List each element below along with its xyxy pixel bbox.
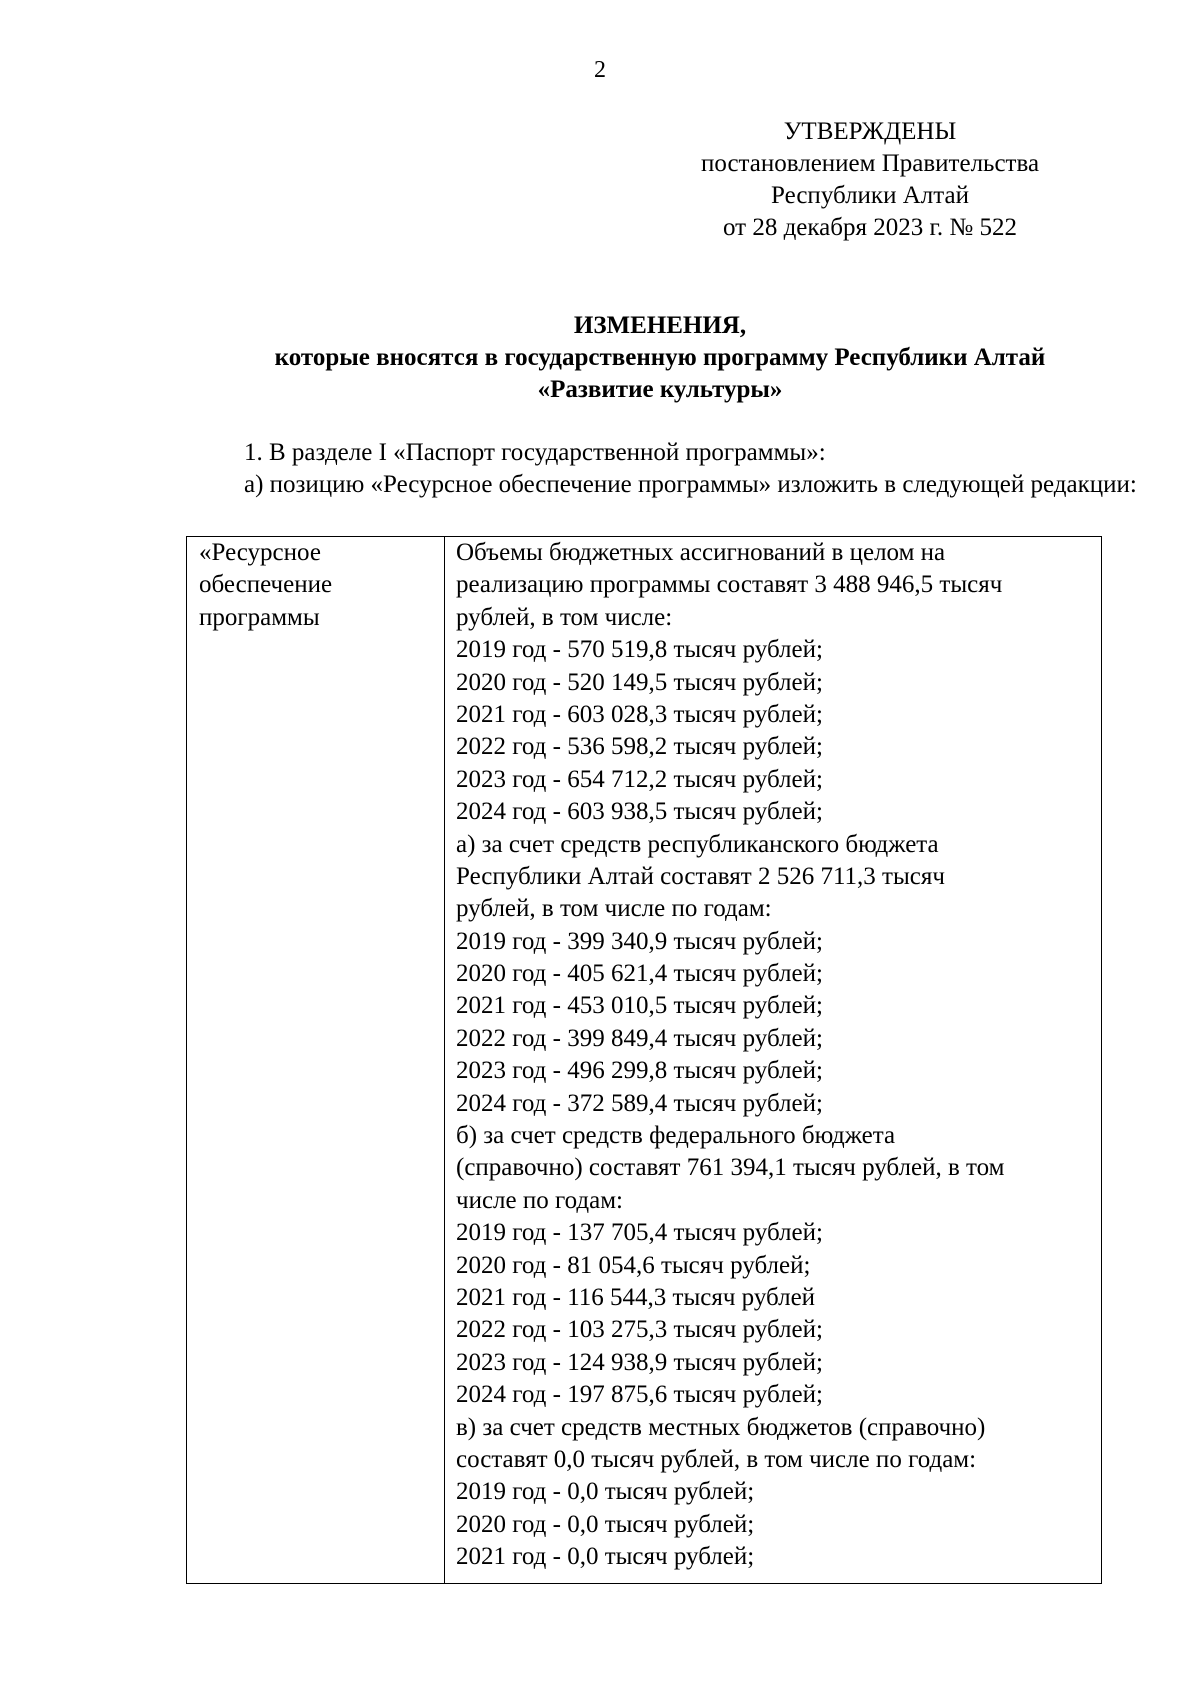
table-content-line: 2020 год - 520 149,5 тысяч рублей; [456, 668, 823, 696]
table-content-line: 2019 год - 570 519,8 тысяч рублей; [456, 636, 823, 664]
document-title [200, 310, 1120, 406]
table-content-line: Объемы бюджетных ассигнований в целом на [456, 539, 946, 566]
table-content-line: (справочно) составят 761 394,1 тысяч рублей, в том [456, 1154, 1005, 1182]
page-number: 2 [594, 57, 606, 83]
table-content-line: б) за счет средств федерального бюджета [456, 1122, 896, 1150]
table-content-line: 2019 год - 0,0 тысяч рублей; [456, 1478, 755, 1506]
table-content-line: 2021 год - 453 010,5 тысяч рублей; [456, 992, 823, 1020]
table-cell-label [199, 537, 439, 634]
table-content-line: 2022 год - 103 275,3 тысяч рублей; [456, 1316, 823, 1344]
table-column-divider [444, 537, 445, 1583]
table-content-line: 2021 год - 116 544,3 тысяч рублей [456, 1283, 816, 1311]
table-content-line: 2024 год - 197 875,6 тысяч рублей; [456, 1381, 823, 1409]
table-content-line: 2022 год - 399 849,4 тысяч рублей; [456, 1024, 823, 1052]
table-content-line: а) за счет средств республиканского бюджета [456, 830, 939, 858]
approval-line: постановлением Правительства [700, 150, 1040, 177]
approval-block [660, 116, 1080, 244]
title-heading: ИЗМЕНЕНИЯ, [573, 312, 747, 339]
table-content-line: 2019 год - 399 340,9 тысяч рублей; [456, 927, 823, 955]
table-content-line: 2023 год - 124 938,9 тысяч рублей; [456, 1348, 823, 1376]
table-content-line: 2020 год - 81 054,6 тысяч рублей; [456, 1251, 811, 1279]
table-content-line: 2020 год - 0,0 тысяч рублей; [456, 1510, 755, 1538]
table-content-line: 2024 год - 372 589,4 тысяч рублей; [456, 1089, 823, 1117]
table-content-line: рублей, в том числе: [456, 603, 673, 631]
resource-table [186, 536, 1102, 1584]
approval-date: от 28 декабря 2023 г. № 522 [722, 214, 1018, 241]
approval-heading: УТВЕРЖДЕНЫ [783, 118, 957, 145]
table-content-line: реализацию программы составят 3 488 946,5 тысяч [456, 571, 1003, 599]
table-content-line: 2022 год - 536 598,2 тысяч рублей; [456, 733, 823, 761]
table-label-line: программы [199, 603, 320, 631]
table-content-line: 2021 год - 603 028,3 тысяч рублей; [456, 700, 823, 728]
approval-line: Республики Алтай [771, 182, 969, 209]
table-content-line: в) за счет средств местных бюджетов (справочно) [456, 1413, 986, 1441]
table-content-line: Республики Алтай составят 2 526 711,3 тысяч [456, 862, 945, 890]
table-content-line: 2023 год - 654 712,2 тысяч рублей; [456, 765, 823, 793]
table-content-line: 2023 год - 496 299,8 тысяч рублей; [456, 1057, 823, 1085]
paragraph-item-a: а) позицию «Ресурсное обеспечение программы» изложить в следующей редакции: [244, 471, 1137, 498]
body-text [174, 437, 1148, 501]
table-cell-content [456, 537, 1096, 1574]
table-content-line: рублей, в том числе по годам: [456, 895, 772, 923]
table-content-line: составят 0,0 тысяч рублей, в том числе по годам: [456, 1445, 977, 1473]
table-content-line: 2019 год - 137 705,4 тысяч рублей; [456, 1219, 823, 1247]
table-label-line: «Ресурсное [199, 539, 321, 566]
title-program-name: «Развитие культуры» [537, 376, 783, 403]
table-content-line: 2024 год - 603 938,5 тысяч рублей; [456, 798, 823, 826]
paragraph-section-1: 1. В разделе I «Паспорт государственной программы»: [244, 439, 826, 466]
table-content-line: 2020 год - 405 621,4 тысяч рублей; [456, 960, 823, 988]
table-label-line: обеспечение [199, 571, 333, 599]
title-subheading: которые вносятся в государственную программу Республики Алтай [274, 344, 1046, 371]
table-content-line: 2021 год - 0,0 тысяч рублей; [456, 1543, 755, 1571]
table-content-line: числе по годам: [456, 1186, 623, 1214]
